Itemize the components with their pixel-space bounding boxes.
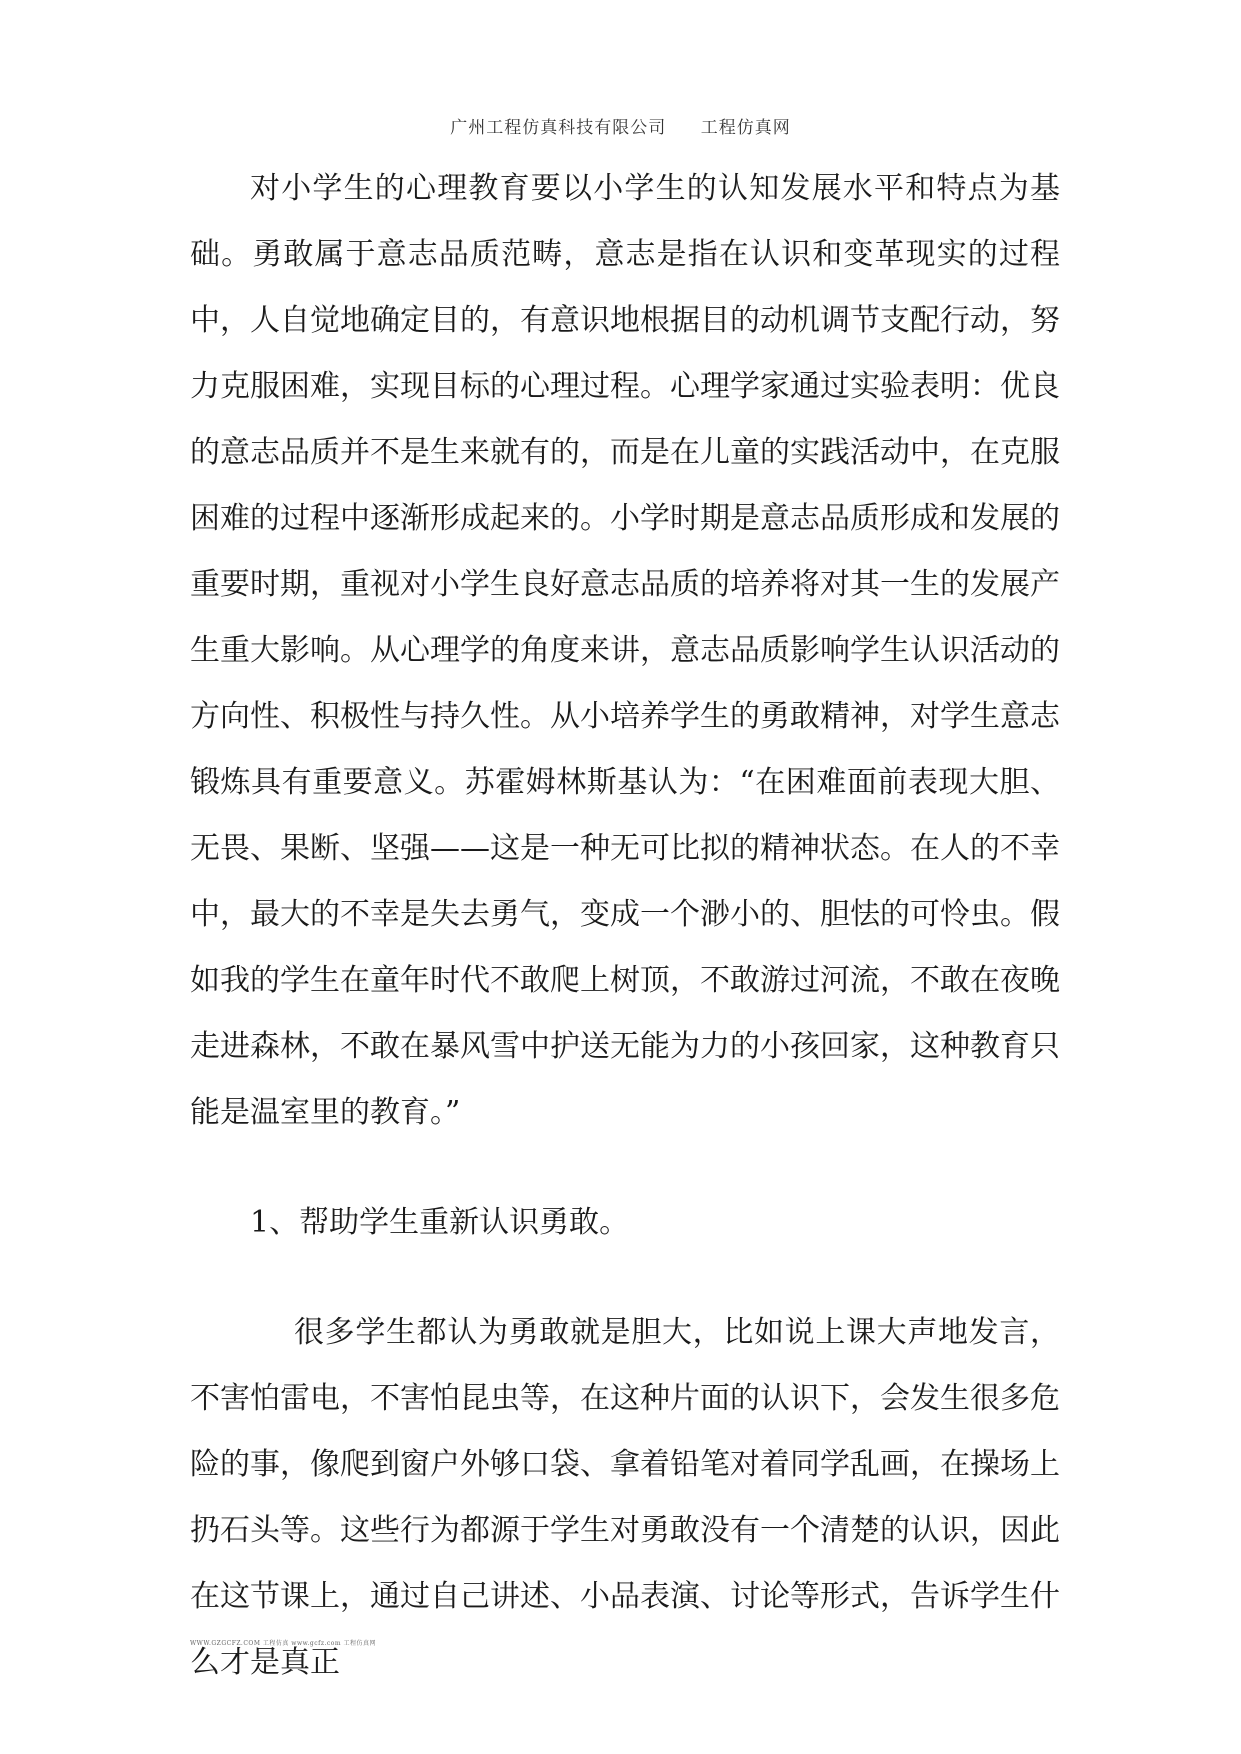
header-site: 工程仿真网 xyxy=(700,118,791,138)
paragraph-intro: 对小学生的心理教育要以小学生的认知发展水平和特点为基础。勇敢属于意志品质范畴，意志是指在认识和变革现实的过程中，人自觉地确定目的，有意识地根据目的动机调节支配行动，努力克服困难，实现目标的心理过程。心理学家通过实验表明：优良的意志品质并不是生来就有的，而是在儿童的实践活动中，在克服困难的过程中逐渐形成起来的。小学时期是意志品质形成和发展的重要时期，重视对小学生良好意志品质的培养将对其一生的发展产生重大影响。从心理学的角度来讲，意志品质影响学生认识活动的方向性、积极性与持久性。从小培养学生的勇敢精神，对学生意志锻炼具有重要意义。苏霍姆林斯基认为：“在困难面前表现大胆、无畏、果断、坚强——这是一种无可比拟的精神状态。在人的不幸中，最大的不幸是失去勇气，变成一个渺小的、胆怯的可怜虫。假如我的学生在童年时代不敢爬上树顶，不敢游过河流，不敢在夜晚走进森林，不敢在暴风雪中护送无能为力的小孩回家，这种教育只能是温室里的教育。” xyxy=(190,171,1060,1130)
header-company: 广州工程仿真科技有限公司 xyxy=(450,118,667,138)
page-header xyxy=(0,113,1241,138)
page-footer: WWW.GZGCFZ.COM 工程仿真 www.gcfz.com 工程仿真网 xyxy=(190,1640,376,1647)
paragraph-body: 很多学生都认为勇敢就是胆大，比如说上课大声地发言，不害怕雷电，不害怕昆虫等，在这种片面的认识下，会发生很多危险的事，像爬到窗户外够口袋、拿着铅笔对着同学乱画，在操场上扔石头等。这些行为都源于学生对勇敢没有一个清楚的认识，因此在这节课上，通过自己讲述、小品表演、讨论等形式，告诉学生什么才是真正 xyxy=(190,1315,1060,1680)
document-body xyxy=(190,156,1060,1696)
section-heading: 1、帮助学生重新认识勇敢。 xyxy=(250,1205,630,1240)
